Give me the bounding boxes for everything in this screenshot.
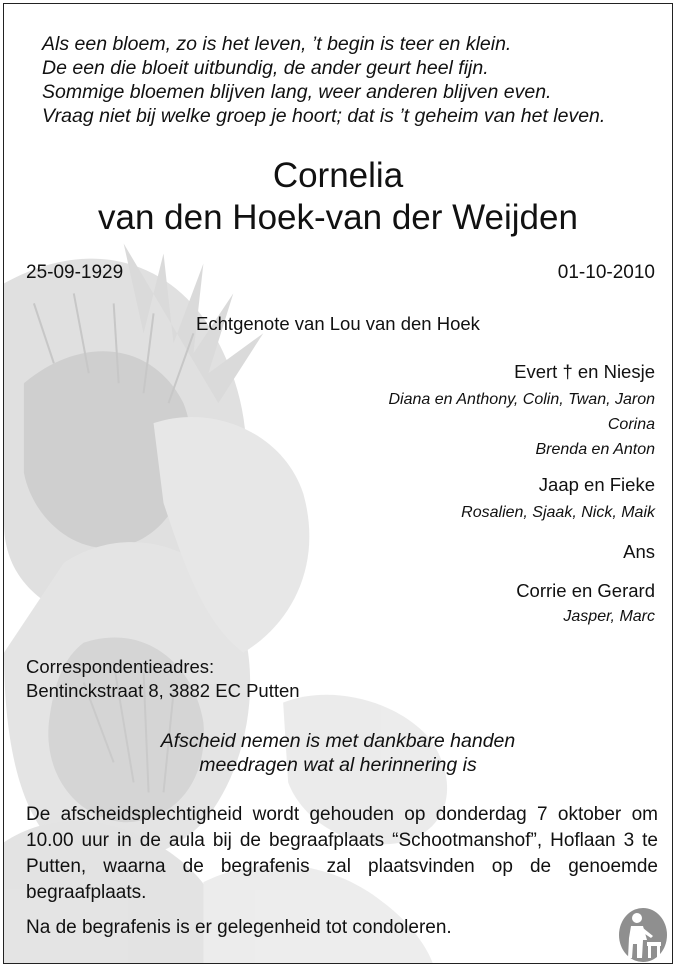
death-date: 01-10-2010 [557,262,655,283]
family-grandchildren: Jasper, Marc [563,608,655,625]
family-grandchildren: Brenda en Anton [535,441,655,458]
obituary-card [3,3,673,964]
service-announcement: De afscheidsplechtigheid wordt gehouden op donderdag 7 oktober om 10.00 uur in de aula bij de begraafplaats “Schootmanshof”, Hoflaan 3 te Putten, waarna de begrafenis zal plaatsvinden op de genoemde begraafplaats. [26,804,658,903]
correspondence-address: Bentinckstraat 8, 3882 EC Putten [26,680,300,701]
poem-line: De een die bloeit uitbundig, de ander geurt heel fijn. [42,57,489,79]
family-member: Evert † en Niesje [514,361,655,382]
family-member: Corrie en Gerard [516,580,655,601]
poem-line: Vraag niet bij welke groep je hoort; dat is ’t geheim van het leven. [42,105,606,127]
family-grandchildren: Diana en Anthony, Colin, Twan, Jaron [388,391,655,408]
quote-line: meedragen wat al herinnering is [199,754,477,776]
poem-line: Sommige bloemen blijven lang, weer anderen blijven even. [42,81,552,103]
poem-line: Als een bloem, zo is het leven, ’t begin is teer en klein. [42,33,512,55]
deceased-full-name: van den Hoek-van der Weijden [98,198,578,237]
family-grandchildren: Rosalien, Sjaak, Nick, Maik [461,504,655,521]
family-grandchildren: Corina [607,416,655,433]
family-member: Ans [623,541,655,562]
birth-date: 25-09-1929 [26,262,124,283]
deceased-first-name: Cornelia [272,156,404,195]
correspondence-label: Correspondentieadres: [26,656,215,677]
quote-line: Afscheid nemen is met dankbare handen [160,730,516,752]
family-member: Jaap en Fieke [538,474,655,495]
poem [42,32,662,128]
spouse-line: Echtgenote van Lou van den Hoek [196,313,480,334]
funeral-figure-logo-icon [617,906,669,964]
condolence-text: Na de begrafenis is er gelegenheid tot condoleren. [26,917,452,938]
